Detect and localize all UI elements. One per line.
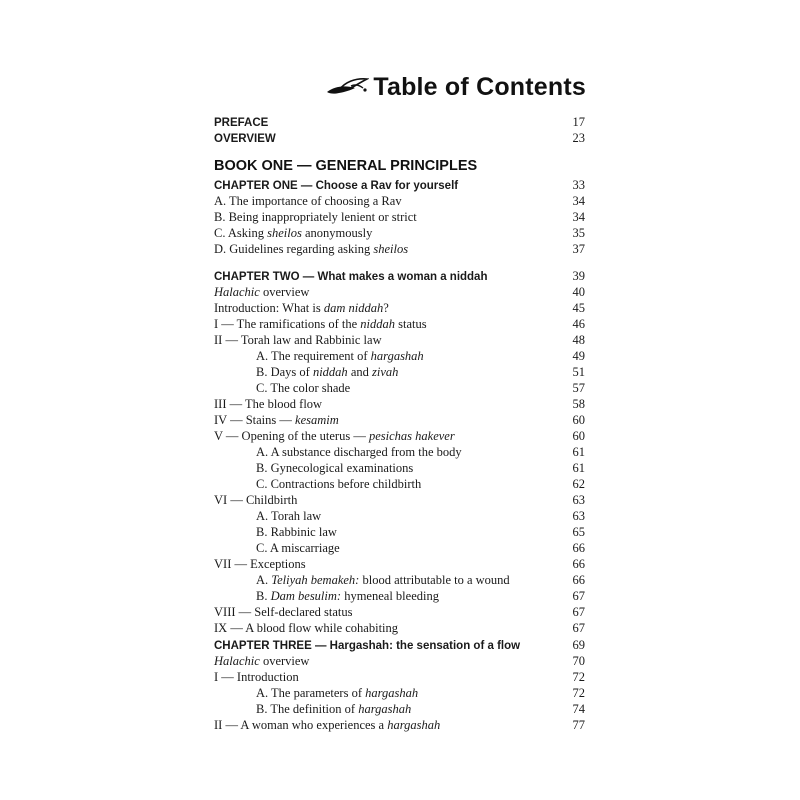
toc-entry-text: II — A woman who experiences a xyxy=(214,718,388,732)
toc-entry-label xyxy=(214,589,439,604)
toc-entry-text: overview xyxy=(259,285,310,299)
toc-entry-label xyxy=(214,365,398,380)
toc-title xyxy=(325,70,586,104)
toc-entry-text: anonymously xyxy=(301,226,373,240)
toc-entry-label xyxy=(214,461,413,476)
toc-page-number: 45 xyxy=(572,301,585,315)
toc-entry-label xyxy=(214,654,309,669)
toc-entry-text: A. The importance of choosing a Rav xyxy=(214,194,402,208)
toc-entry xyxy=(214,638,585,654)
toc-page-number: 23 xyxy=(572,131,585,145)
toc-entry xyxy=(214,670,585,686)
toc-page-number: 69 xyxy=(572,638,585,652)
toc-page-number: 46 xyxy=(572,317,585,331)
toc-entry-text: Introduction: What is xyxy=(214,301,324,315)
quill-ornament-icon xyxy=(325,76,369,98)
toc-page-number: 72 xyxy=(572,686,585,700)
toc-page-number: 34 xyxy=(572,194,585,208)
toc-entry xyxy=(214,605,585,621)
toc-page-number: 34 xyxy=(572,210,585,224)
toc-entry-label xyxy=(214,180,458,192)
toc-entry-label xyxy=(214,509,321,524)
toc-page-number: 61 xyxy=(572,461,585,475)
toc-page-number: 62 xyxy=(572,477,585,491)
toc-entry xyxy=(214,525,585,541)
toc-page-number: 66 xyxy=(572,573,585,587)
toc-page-number: 63 xyxy=(572,509,585,523)
toc-entry xyxy=(214,317,585,333)
toc-entry-label xyxy=(214,117,268,129)
toc-entry xyxy=(214,301,585,317)
toc-page-number: 60 xyxy=(572,429,585,443)
toc-entry-label xyxy=(214,573,510,588)
toc-page-number: 33 xyxy=(572,178,585,192)
toc-entry-text: B. Gynecological examinations xyxy=(256,461,414,475)
toc-entry-label xyxy=(214,493,297,508)
toc-entry-text: A. The parameters of xyxy=(256,686,366,700)
toc-page-number: 67 xyxy=(572,621,585,635)
toc-entry-text: IV — Stains — xyxy=(214,413,296,427)
toc-entry-label xyxy=(214,333,382,348)
toc-entry-italic: kesamim xyxy=(295,413,339,427)
toc-entry-label xyxy=(214,285,309,300)
toc-entry-italic: sheilos xyxy=(373,242,409,256)
toc-entry xyxy=(214,349,585,365)
toc-entry-italic: hargashah xyxy=(387,718,441,732)
toc-entry xyxy=(214,573,585,589)
toc-entry-label xyxy=(214,557,306,572)
toc-entry xyxy=(214,445,585,461)
toc-entry-text: B. Being inappropriately lenient or strict xyxy=(214,210,417,224)
toc-entry xyxy=(214,461,585,477)
toc-page-number: 58 xyxy=(572,397,585,411)
toc-entry-label xyxy=(214,605,353,620)
toc-entry-label xyxy=(214,686,418,701)
toc-entry-label xyxy=(214,301,389,316)
toc-entry-text: VI — Childbirth xyxy=(214,493,298,507)
toc-entry-label xyxy=(214,349,424,364)
toc-entry-text: PREFACE xyxy=(214,117,269,129)
toc-entry-text: B. xyxy=(256,589,271,603)
toc-page-number: 37 xyxy=(572,242,585,256)
toc-entry-label xyxy=(214,429,455,444)
toc-entry-label xyxy=(214,640,520,652)
toc-entry-label xyxy=(214,670,299,685)
toc-entry-italic: Halachic xyxy=(214,285,260,299)
toc-page-number: 40 xyxy=(572,285,585,299)
toc-entry xyxy=(214,429,585,445)
toc-entry xyxy=(214,397,585,413)
toc-entry xyxy=(214,115,585,131)
toc-page-number: 17 xyxy=(572,115,585,129)
toc-entry-text: CHAPTER THREE — Hargashah: the sensation of a flow xyxy=(214,640,521,652)
toc-entry xyxy=(214,541,585,557)
toc-page-number: 61 xyxy=(572,445,585,459)
toc-entry xyxy=(214,557,585,573)
toc-entry-text: A. xyxy=(256,573,272,587)
toc-entry-italic: pesichas hakever xyxy=(368,429,455,443)
toc-entry-italic: dam niddah xyxy=(323,301,384,315)
toc-entry-italic: hargashah xyxy=(370,349,424,363)
toc-entry xyxy=(214,210,585,226)
toc-entry-text: C. A miscarriage xyxy=(256,541,340,555)
toc-entry xyxy=(214,269,585,285)
toc-entry-label xyxy=(214,317,427,332)
toc-entry xyxy=(214,242,585,258)
toc-entry-text: III — The blood flow xyxy=(214,397,323,411)
toc-entry-text: C. The color shade xyxy=(256,381,351,395)
toc-entry-italic: niddah xyxy=(312,365,348,379)
toc-entry-label xyxy=(214,621,398,636)
toc-entry-label xyxy=(214,271,487,283)
toc-page-number: 60 xyxy=(572,413,585,427)
toc-entry-label xyxy=(214,194,402,209)
toc-entry-label xyxy=(214,210,417,225)
toc-entry-text: A. The requirement of xyxy=(256,349,371,363)
toc-entry xyxy=(214,621,585,637)
toc-entry xyxy=(214,194,585,210)
toc-entry-text: status xyxy=(395,317,427,331)
toc-entry-text: hymeneal bleeding xyxy=(341,589,439,603)
toc-entry-label xyxy=(214,381,350,396)
toc-entry-text: OVERVIEW xyxy=(214,133,276,145)
toc-entry-text: and xyxy=(347,365,372,379)
toc-entry-label xyxy=(214,226,372,241)
toc-entry-label xyxy=(214,397,322,412)
toc-page-number: 70 xyxy=(572,654,585,668)
toc-entry-text: CHAPTER ONE — Choose a Rav for yourself xyxy=(214,180,459,192)
book-heading: BOOK ONE — GENERAL PRINCIPLES xyxy=(214,158,478,174)
toc-entry-label xyxy=(214,242,408,257)
toc-entry-label xyxy=(214,702,411,717)
toc-entry-label xyxy=(214,541,340,556)
toc-entry xyxy=(214,702,585,718)
toc-entry xyxy=(214,509,585,525)
toc-entry xyxy=(214,686,585,702)
toc-page-number: 66 xyxy=(572,557,585,571)
toc-entry-text: VII — Exceptions xyxy=(214,557,306,571)
toc-entry xyxy=(214,285,585,301)
toc-entry xyxy=(214,589,585,605)
toc-entry xyxy=(214,178,585,194)
toc-entry xyxy=(214,493,585,509)
toc-entry-italic: Halachic xyxy=(214,654,260,668)
toc-page-number: 72 xyxy=(572,670,585,684)
toc-entry-text: V — Opening of the uterus — xyxy=(214,429,369,443)
toc-entry-text: A. Torah law xyxy=(256,509,322,523)
toc-entry-label xyxy=(214,477,421,492)
toc-entry-italic: niddah xyxy=(360,317,395,331)
toc-entry-text: B. Days of xyxy=(256,365,313,379)
toc-entry-italic: sheilos xyxy=(267,226,302,240)
toc-entry-text: ? xyxy=(383,301,389,315)
toc-entry xyxy=(214,226,585,242)
toc-page-number: 67 xyxy=(572,605,585,619)
toc-entry-text: blood attributable to a wound xyxy=(359,573,510,587)
toc-page-number: 74 xyxy=(572,702,585,716)
toc-page-number: 57 xyxy=(572,381,585,395)
toc-entry-italic: Teliyah bemakeh: xyxy=(271,573,360,587)
toc-entry-text: VIII — Self-declared status xyxy=(214,605,353,619)
toc-entry-italic: zivah xyxy=(372,365,399,379)
toc-entry-text: IX — A blood flow while cohabiting xyxy=(214,621,399,635)
title-text: Table of Contents xyxy=(373,72,586,101)
toc-entry-text: B. The definition of xyxy=(256,702,359,716)
toc-page-number: 63 xyxy=(572,493,585,507)
toc-entry-italic: hargashah xyxy=(358,702,412,716)
toc-entry xyxy=(214,131,585,147)
toc-entry-text: D. Guidelines regarding asking xyxy=(214,242,374,256)
toc-entry-text: C. Asking xyxy=(214,226,268,240)
toc-entry-text: II — Torah law and Rabbinic law xyxy=(214,333,382,347)
toc-entry-label xyxy=(214,718,440,733)
toc-entry-text: B. Rabbinic law xyxy=(256,525,337,539)
toc-entry xyxy=(214,413,585,429)
toc-entry-label xyxy=(214,133,276,145)
toc-entry-text: A. A substance discharged from the body xyxy=(256,445,462,459)
toc-page-number: 67 xyxy=(572,589,585,603)
toc-entry xyxy=(214,477,585,493)
toc-entry-text: CHAPTER TWO — What makes a woman a niddah xyxy=(214,271,488,283)
toc-entry xyxy=(214,381,585,397)
toc-entry-italic: Dam besulim: xyxy=(270,589,342,603)
toc-page-number: 35 xyxy=(572,226,585,240)
toc-entry xyxy=(214,654,585,670)
toc-entry-label xyxy=(214,413,339,428)
toc-entry xyxy=(214,333,585,349)
toc-entry-text: overview xyxy=(259,654,310,668)
toc-page-number: 51 xyxy=(572,365,585,379)
toc-entry xyxy=(214,718,585,734)
toc-page-number: 49 xyxy=(572,349,585,363)
toc-entry-label xyxy=(214,445,462,460)
toc-entry-text: I — Introduction xyxy=(214,670,299,684)
toc-page-number: 77 xyxy=(572,718,585,732)
toc-page-number: 39 xyxy=(572,269,585,283)
toc-page-number: 65 xyxy=(572,525,585,539)
toc-entry-label xyxy=(214,525,337,540)
toc-entry-italic: hargashah xyxy=(365,686,419,700)
toc-page-number: 48 xyxy=(572,333,585,347)
toc-entry-text: I — The ramifications of the xyxy=(214,317,361,331)
toc-entry xyxy=(214,365,585,381)
toc-page-number: 66 xyxy=(572,541,585,555)
toc-entry-text: C. Contractions before childbirth xyxy=(256,477,422,491)
